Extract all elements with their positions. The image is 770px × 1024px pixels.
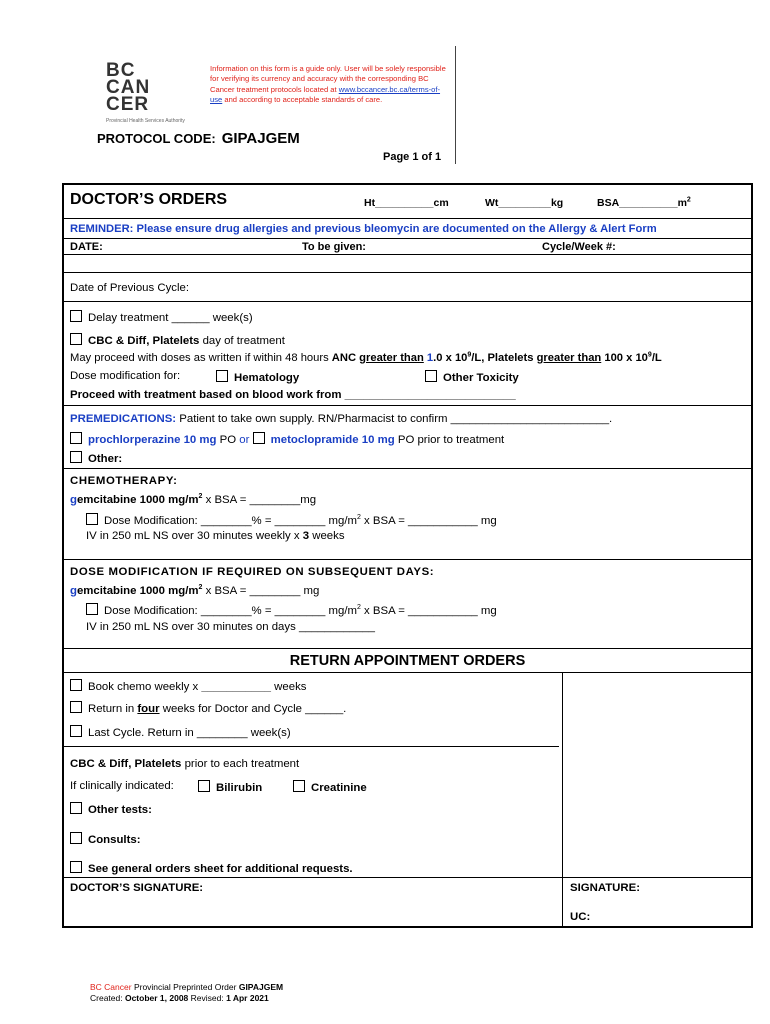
return-items-block: [64, 673, 559, 747]
return-four-weeks-checkbox[interactable]: [70, 701, 82, 713]
protocol-code: PROTOCOL CODE: GIPAJGEM: [97, 130, 300, 147]
logo-subtitle: Provincial Health Services Authority: [106, 118, 185, 124]
proceed-criteria: May proceed with doses as written if within 48 hours ANC greater than 1.0 x $10^9/L$, Platelets greater than 100 x $10^9/L$: [70, 351, 662, 364]
premedications-line: PREMEDICATIONS: Patient to take own supply. RN/Pharmacist to confirm _________________________.: [70, 413, 613, 425]
hematology-checkbox[interactable]: [216, 370, 228, 382]
creatinine-option[interactable]: Creatinine: [293, 780, 367, 794]
cbc-day-of-treatment[interactable]: CBC & Diff, Platelets day of treatment: [70, 333, 285, 347]
if-clinically-indicated: If clinically indicated:: [70, 780, 174, 792]
subsequent-iv-instructions[interactable]: IV in 250 mL NS over 30 minutes on days ____________: [86, 621, 375, 633]
reminder-row: [64, 219, 751, 255]
delay-treatment[interactable]: Delay treatment ______ week(s): [70, 310, 253, 324]
chemo-dose-modification[interactable]: Dose Modification: ________% = ________ $mg/m^2$ x BSA = ___________ mg: [86, 513, 497, 527]
uc-field[interactable]: UC:: [570, 911, 591, 923]
gemcitabine-dose-subsequent: gemcitabine 1000 $mg/m^2$ x BSA = ________ mg: [70, 584, 320, 597]
to-be-given-field[interactable]: To be given:: [302, 241, 366, 253]
premedications-block: [64, 406, 751, 469]
signature-divider: [562, 673, 563, 926]
header-divider: [455, 46, 456, 164]
last-cycle-checkbox[interactable]: [70, 725, 82, 737]
signature-field[interactable]: SIGNATURE:: [570, 882, 641, 894]
bc-cancer-logo: BC CAN CER: [106, 60, 151, 115]
disclaimer: Information on this form is a guide only. User will be solely responsible for verifying its currency and accuracy with the corresponding BC Cancer treatment protocols located at www.bccancer.bc.ca/terms-of-use and according to acceptable standards of care.: [210, 64, 446, 105]
other-toxicity-option[interactable]: Other Toxicity: [425, 370, 519, 384]
return-title-row: [64, 649, 751, 673]
follow-up-labs-block: [64, 747, 559, 880]
subsequent-dose-mod-checkbox[interactable]: [86, 603, 98, 615]
bilirubin-option[interactable]: Bilirubin: [198, 780, 262, 794]
antiemetic-option[interactable]: prochlorperazine 10 mg PO or metoclopramide 10 mg PO prior to treatment: [70, 432, 504, 446]
consults[interactable]: Consults:: [70, 832, 141, 846]
cbc-checkbox[interactable]: [70, 333, 82, 345]
return-title: RETURN APPOINTMENT ORDERS: [289, 653, 526, 669]
other-tests-checkbox[interactable]: [70, 802, 82, 814]
orders-title-row: [64, 185, 751, 219]
book-chemo-checkbox[interactable]: [70, 679, 82, 691]
lab-conditions-block: [64, 302, 751, 406]
cycle-week-field[interactable]: Cycle/Week #:: [542, 241, 616, 253]
consults-checkbox[interactable]: [70, 832, 82, 844]
other-tests[interactable]: Other tests:: [70, 802, 152, 816]
hematology-option[interactable]: Hematology: [216, 370, 299, 384]
return-four-weeks[interactable]: Return in four weeks for Doctor and Cycle ______.: [70, 701, 346, 715]
chemotherapy-title: CHEMOTHERAPY:: [70, 475, 178, 487]
dose-mod-subsequent-block: [64, 560, 751, 649]
chemotherapy-block: [64, 469, 751, 560]
other-toxicity-checkbox[interactable]: [425, 370, 437, 382]
previous-cycle-row: [64, 273, 751, 302]
reminder-text: REMINDER: Please ensure drug allergies and previous bleomycin are documented on the Allergy & Alert Form: [70, 223, 657, 235]
bsa-field[interactable]: $BSA\_\_\_\_\_\_\_\_\_\_m^2$: [597, 196, 691, 209]
doctors-signature-field[interactable]: DOCTOR’S SIGNATURE:: [70, 882, 204, 894]
blank-row: [64, 255, 751, 273]
footer: BC Cancer Provincial Preprinted Order GIPAJGEM Created: October 1, 2008 Revised: 1 Apr 2021: [90, 982, 284, 1003]
weight-field[interactable]: Wt_________kg: [485, 197, 564, 209]
delay-checkbox[interactable]: [70, 310, 82, 322]
terms-link[interactable]: www.bccancer.bc.ca/terms-of-use: [210, 84, 441, 105]
subsequent-dose-modification[interactable]: Dose Modification: ________% = ________ $mg/m^2$ x BSA = ___________ mg: [86, 603, 497, 617]
gemcitabine-dose: gemcitabine 1000 $mg/m^2$ x BSA = ________mg: [70, 493, 317, 506]
orders-title: DOCTOR’S ORDERS: [70, 191, 228, 208]
dose-mod-subsequent-title: DOSE MODIFICATION IF REQUIRED ON SUBSEQUENT DAYS:: [70, 566, 435, 578]
proceed-blood-work[interactable]: Proceed with treatment based on blood work from ___________________________: [70, 389, 516, 401]
dose-mod-for-label: Dose modification for:: [70, 370, 181, 382]
chemo-dose-mod-checkbox[interactable]: [86, 513, 98, 525]
premed-other[interactable]: Other:: [70, 451, 122, 465]
creatinine-checkbox[interactable]: [293, 780, 305, 792]
cbc-prior-each: CBC & Diff, Platelets prior to each treatment: [70, 758, 300, 770]
page-number: Page 1 of 1: [383, 151, 442, 163]
book-chemo-weekly[interactable]: Book chemo weekly x ___________ weeks: [70, 679, 306, 693]
prochlorperazine-checkbox[interactable]: [70, 432, 82, 444]
signature-row-rule: [64, 877, 751, 878]
bilirubin-checkbox[interactable]: [198, 780, 210, 792]
last-cycle[interactable]: Last Cycle. Return in ________ week(s): [70, 725, 291, 739]
previous-cycle-field[interactable]: Date of Previous Cycle:: [70, 282, 190, 294]
chemo-iv-instructions: IV in 250 mL NS over 30 minutes weekly x 3 weeks: [86, 530, 345, 542]
premed-other-checkbox[interactable]: [70, 451, 82, 463]
see-general-orders[interactable]: See general orders sheet for additional requests.: [70, 861, 353, 875]
see-general-orders-checkbox[interactable]: [70, 861, 82, 873]
height-field[interactable]: Ht__________cm: [364, 197, 449, 209]
doctors-orders-form: [62, 183, 753, 928]
metoclopramide-checkbox[interactable]: [253, 432, 265, 444]
date-field[interactable]: DATE:: [70, 241, 103, 253]
